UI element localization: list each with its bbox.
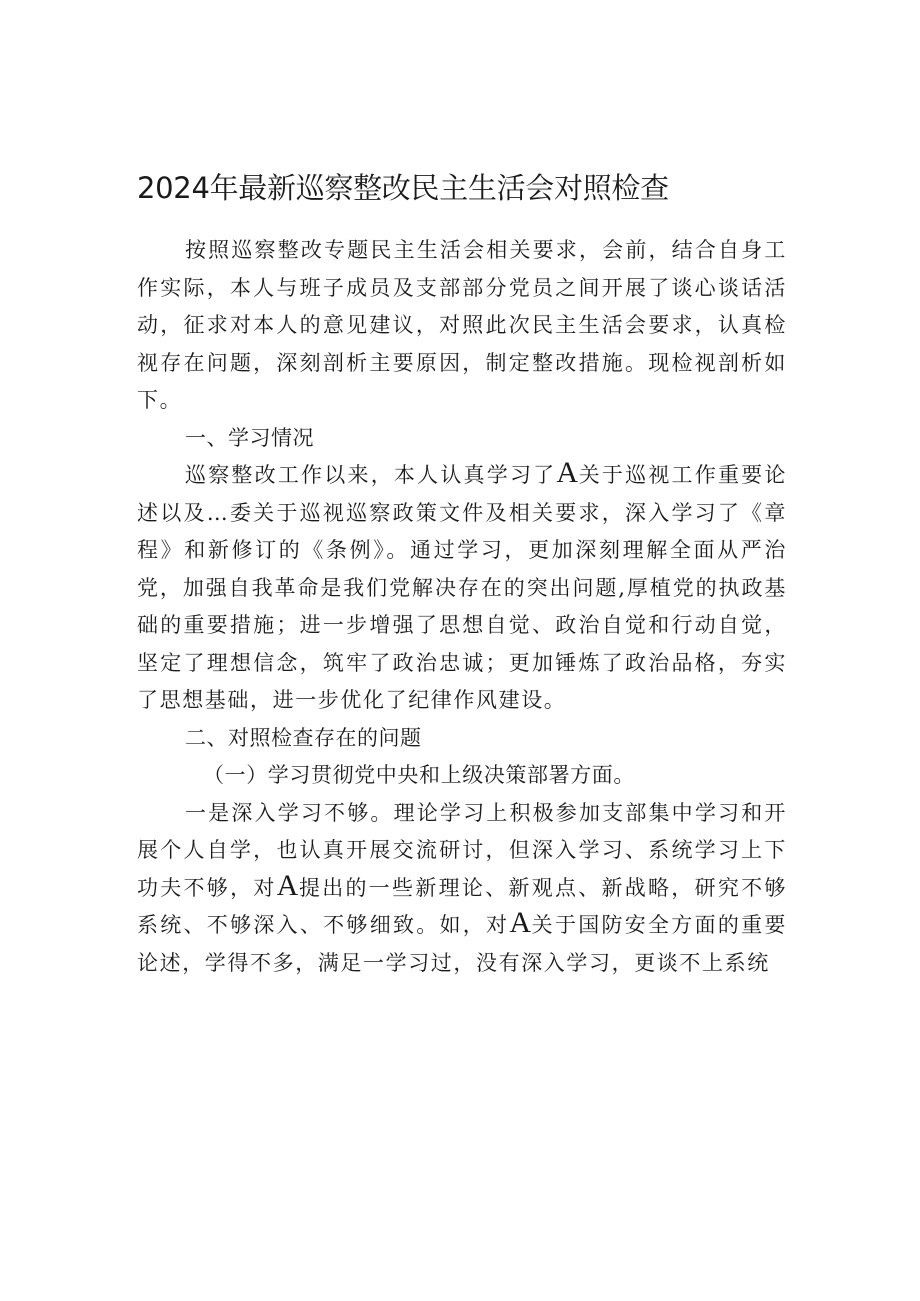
study-text-part2: 关于巡视工作重要论述以及…委关于巡视巡察政策文件及相关要求，深入学习了《章程》和新修订的《条例》。通过学习，更加深刻理解全面从严治党，加强自我革命是我们党解决存在的突出问题,厚植党的执政基础的重要措施；进一步增强了思想自觉、政治自觉和行动自觉，坚定了理想信念，筑牢了政治忠诚；更加锤炼了政治品格，夯实了思想基础，进一步优化了纪律作风建设。 bbox=[137, 463, 787, 712]
subsection-heading: （一）学习贯彻党中央和上级决策部署方面。 bbox=[203, 763, 635, 787]
intro-paragraph: 按照巡察整改专题民主生活会相关要求，会前，结合自身工作实际，本人与班子成员及支部部分党员之间开展了谈心谈话活动，征求对本人的意见建议，对照此次民主生活会要求，认真检视存在问题，深刻剖析主要原因，制定整改措施。现检视剖析如下。 bbox=[137, 238, 787, 412]
section-heading-study: 一、学习情况 bbox=[185, 425, 314, 450]
study-text-part1: 巡察整改工作以来，本人认真学习了 bbox=[185, 463, 557, 487]
problem-paragraph bbox=[137, 795, 787, 983]
study-paragraph bbox=[137, 457, 787, 720]
section-heading-problems: 二、对照检查存在的问题 bbox=[185, 725, 422, 750]
problem-text-part3: 关于国防安全方面的重要论述，学得不多，满足一学习过，没有深入学习，更谈不上系统 bbox=[137, 913, 787, 975]
problem-text-part2: 提出的一些新理论、新观点、新战略，研究不够系统、不够深入、不够细致。如，对 bbox=[137, 875, 787, 937]
document-body bbox=[137, 232, 787, 982]
problem-text-part1: 一是深入学习不够。理论学习上积极参加支部集中学习和开展个人自学，也认真开展交流研讨，但深入学习、系统学习上下功夫不够，对 bbox=[137, 800, 787, 900]
redacted-mark: A bbox=[556, 456, 579, 489]
redacted-mark: A bbox=[276, 868, 299, 902]
redacted-mark: A bbox=[509, 906, 532, 939]
page-title: 2024年最新巡察整改民主生活会对照检查 bbox=[137, 171, 669, 205]
